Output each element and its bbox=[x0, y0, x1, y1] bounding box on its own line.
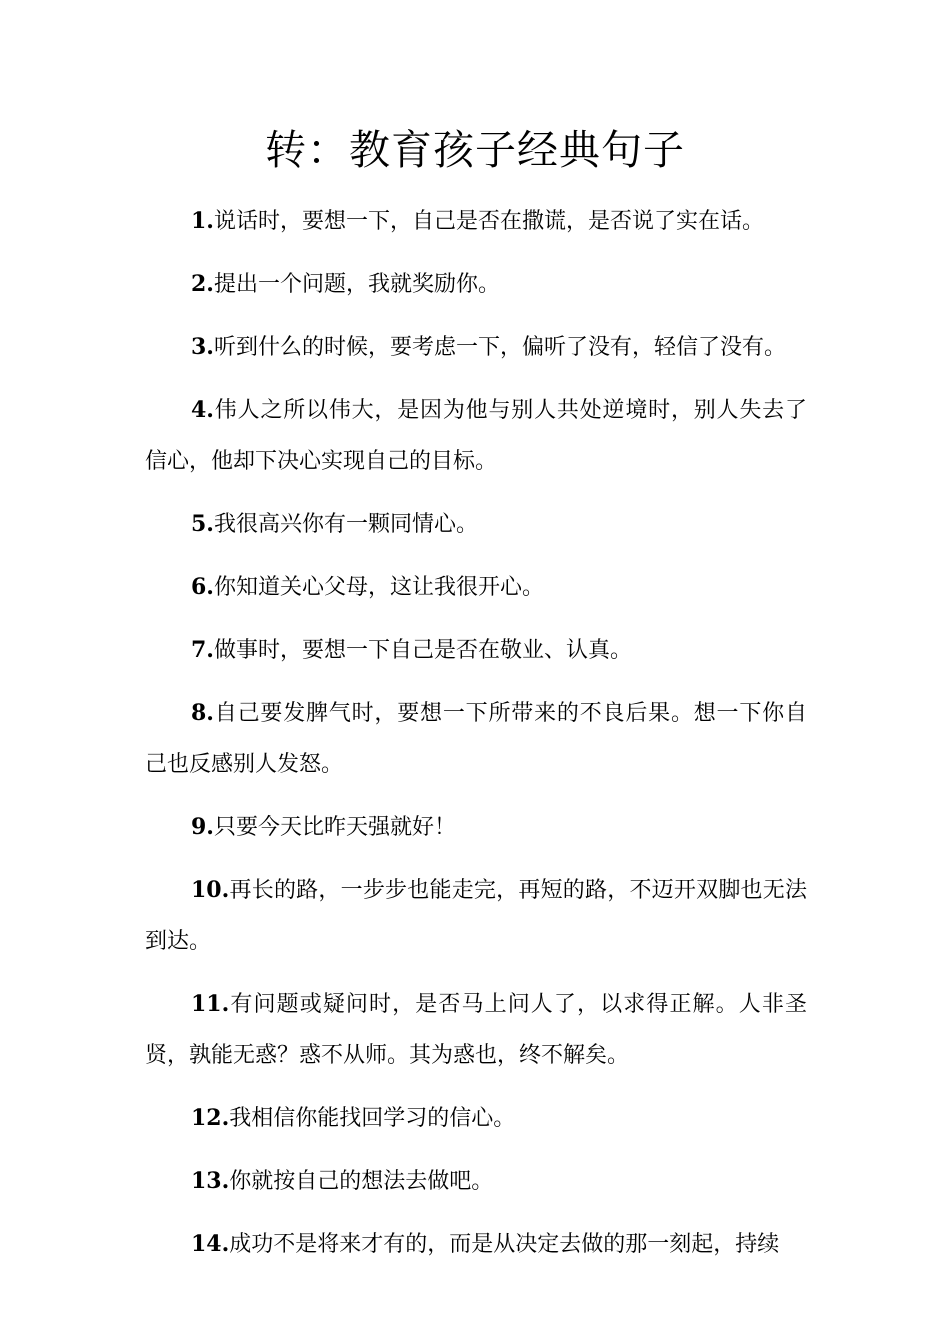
item-text: 我很高兴你有一颗同情心。 bbox=[213, 512, 478, 537]
item-text: 我相信你能找回学习的信心。 bbox=[229, 1106, 516, 1131]
item-text: 做事时，要想一下自己是否在敬业、认真。 bbox=[213, 638, 632, 663]
item-number: 7. bbox=[191, 637, 214, 663]
item-number: 9. bbox=[191, 814, 214, 840]
sentence-list bbox=[145, 196, 807, 1282]
item-text: 伟人之所以伟大，是因为他与别人共处逆境时，别人失去了信心，他却下决心实现自己的目标。 bbox=[145, 398, 807, 474]
list-item bbox=[145, 385, 807, 487]
item-text: 再长的路，一步步也能走完，再短的路，不迈开双脚也无法到达。 bbox=[145, 878, 807, 954]
item-text: 只要今天比昨天强就好！ bbox=[213, 815, 456, 840]
list-item bbox=[145, 322, 807, 373]
list-item bbox=[145, 865, 807, 967]
list-item bbox=[145, 259, 807, 310]
list-item bbox=[145, 688, 807, 790]
list-item bbox=[145, 1156, 807, 1207]
page-title: 转：教育孩子经典句子 bbox=[265, 126, 685, 174]
item-number: 3. bbox=[191, 334, 214, 360]
item-text: 提出一个问题，我就奖励你。 bbox=[213, 272, 500, 297]
list-item bbox=[145, 1093, 807, 1144]
item-number: 14. bbox=[191, 1231, 230, 1257]
item-number: 5. bbox=[191, 511, 214, 537]
item-text: 听到什么的时候，要考虑一下，偏听了没有，轻信了没有。 bbox=[213, 335, 786, 360]
list-item bbox=[145, 196, 807, 247]
list-item bbox=[145, 499, 807, 550]
item-text: 说话时，要想一下，自己是否在撒谎，是否说了实在话。 bbox=[213, 209, 764, 234]
item-number: 1. bbox=[191, 208, 214, 234]
item-number: 4. bbox=[191, 397, 214, 423]
list-item bbox=[145, 625, 807, 676]
item-text: 你就按自己的想法去做吧。 bbox=[229, 1169, 494, 1194]
item-number: 11. bbox=[191, 991, 230, 1017]
list-item bbox=[145, 1219, 807, 1270]
item-number: 13. bbox=[191, 1168, 230, 1194]
list-item bbox=[145, 802, 807, 853]
item-number: 8. bbox=[191, 700, 214, 726]
list-item bbox=[145, 562, 807, 613]
item-text: 自己要发脾气时，要想一下所带来的不良后果。想一下你自己也反感别人发怒。 bbox=[145, 701, 807, 777]
item-number: 12. bbox=[191, 1105, 230, 1131]
item-number: 2. bbox=[191, 271, 214, 297]
item-text: 你知道关心父母，这让我很开心。 bbox=[213, 575, 544, 600]
item-number: 6. bbox=[191, 574, 214, 600]
item-text: 有问题或疑问时，是否马上问人了，以求得正解。人非圣贤，孰能无惑？惑不从师。其为惑也，终不解矣。 bbox=[145, 992, 807, 1068]
item-text: 成功不是将来才有的，而是从决定去做的那一刻起，持续 bbox=[229, 1232, 780, 1257]
list-item bbox=[145, 979, 807, 1081]
item-number: 10. bbox=[191, 877, 230, 903]
